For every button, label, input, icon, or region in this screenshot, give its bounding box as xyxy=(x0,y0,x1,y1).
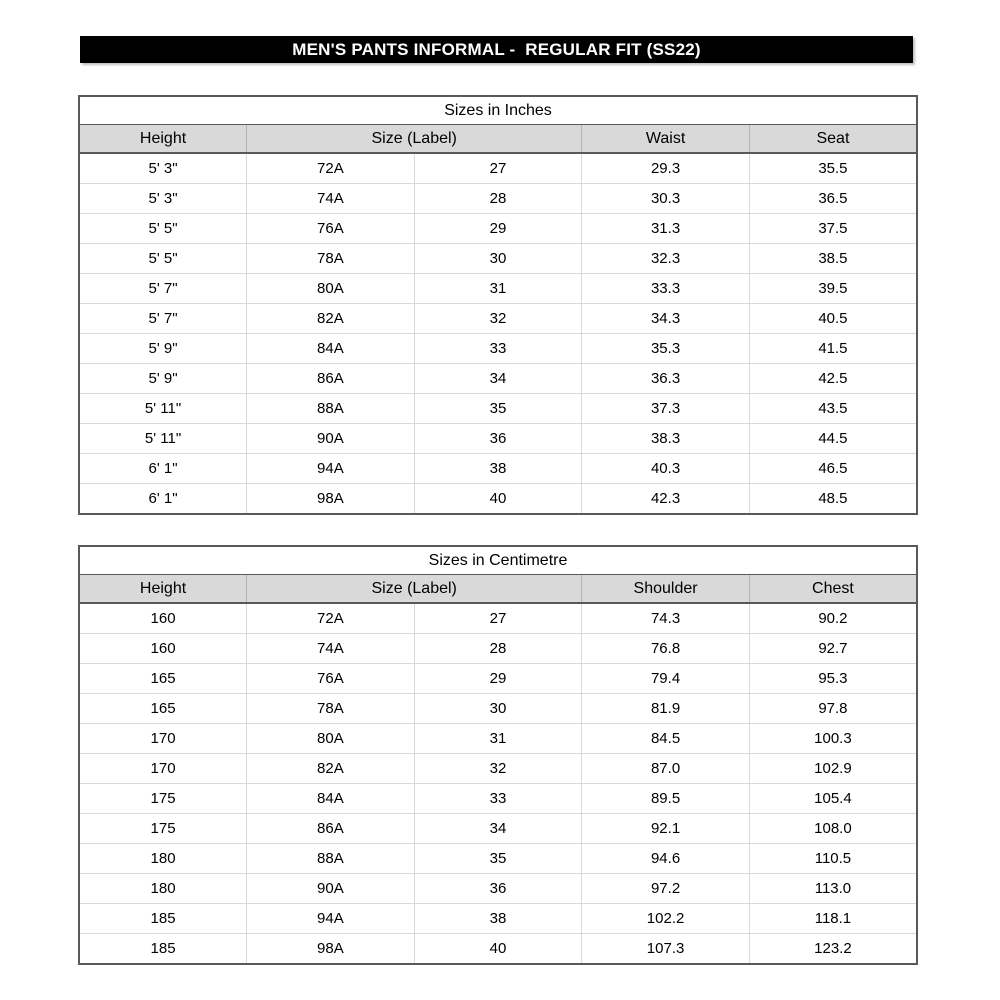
sizes-in-centimetre-table xyxy=(78,545,918,965)
table-cell: 6' 1" xyxy=(79,484,247,515)
table-cell: 74A xyxy=(247,184,415,214)
table-cell: 28 xyxy=(414,634,582,664)
table-cell: 94A xyxy=(247,454,415,484)
table-row xyxy=(79,814,917,844)
table-cell: 175 xyxy=(79,784,247,814)
column-header-chest: Chest xyxy=(749,575,917,604)
table-cell: 43.5 xyxy=(749,394,917,424)
table-cell: 6' 1" xyxy=(79,454,247,484)
table-cell: 180 xyxy=(79,874,247,904)
table-cell: 105.4 xyxy=(749,784,917,814)
table-cell: 5' 11" xyxy=(79,394,247,424)
table-cell: 30 xyxy=(414,694,582,724)
column-header-seat: Seat xyxy=(749,125,917,154)
table-cell: 84.5 xyxy=(582,724,750,754)
table-row xyxy=(79,304,917,334)
table-cell: 5' 9" xyxy=(79,364,247,394)
table-row xyxy=(79,424,917,454)
table-cell: 90A xyxy=(247,874,415,904)
table-cell: 108.0 xyxy=(749,814,917,844)
table-cell: 30.3 xyxy=(582,184,750,214)
table-cell: 102.9 xyxy=(749,754,917,784)
table-cell: 78A xyxy=(247,694,415,724)
table-cell: 113.0 xyxy=(749,874,917,904)
table-cell: 97.2 xyxy=(582,874,750,904)
table-cell: 175 xyxy=(79,814,247,844)
table-cell: 74A xyxy=(247,634,415,664)
table-cell: 170 xyxy=(79,754,247,784)
table-cell: 81.9 xyxy=(582,694,750,724)
table-cell: 98A xyxy=(247,934,415,965)
table-cell: 48.5 xyxy=(749,484,917,515)
table-row xyxy=(79,484,917,515)
table-cell: 102.2 xyxy=(582,904,750,934)
table-cell: 41.5 xyxy=(749,334,917,364)
table-row xyxy=(79,364,917,394)
table-cell: 36.5 xyxy=(749,184,917,214)
table-row xyxy=(79,754,917,784)
table-cell: 88A xyxy=(247,844,415,874)
table-row xyxy=(79,394,917,424)
table-cell: 79.4 xyxy=(582,664,750,694)
table-cell: 31 xyxy=(414,274,582,304)
table-cell: 86A xyxy=(247,364,415,394)
table-cell: 5' 5" xyxy=(79,244,247,274)
column-header-size-label: Size (Label) xyxy=(247,125,582,154)
table-cell: 36 xyxy=(414,874,582,904)
table-cell: 5' 7" xyxy=(79,274,247,304)
table-cell: 35 xyxy=(414,394,582,424)
table-row xyxy=(79,784,917,814)
table-cell: 123.2 xyxy=(749,934,917,965)
table-cell: 185 xyxy=(79,934,247,965)
table-cell: 80A xyxy=(247,274,415,304)
table-cell: 100.3 xyxy=(749,724,917,754)
table-cell: 32 xyxy=(414,304,582,334)
table-row xyxy=(79,694,917,724)
table-cell: 95.3 xyxy=(749,664,917,694)
table-cell: 107.3 xyxy=(582,934,750,965)
table-cell: 40 xyxy=(414,934,582,965)
table-cell: 89.5 xyxy=(582,784,750,814)
table-cell: 86A xyxy=(247,814,415,844)
table-cell: 5' 3" xyxy=(148,160,178,177)
table-cell: 34.3 xyxy=(582,304,750,334)
table-cell: 84A xyxy=(247,334,415,364)
table-cell: 27 xyxy=(414,153,582,184)
table-cell: 39.5 xyxy=(749,274,917,304)
table-cell: 36 xyxy=(414,424,582,454)
table-cell: 28 xyxy=(414,184,582,214)
column-header-shoulder: Shoulder xyxy=(582,575,750,604)
table-cell: 40.3 xyxy=(582,454,750,484)
table-cell: 35 xyxy=(414,844,582,874)
column-header-waist: Waist xyxy=(582,125,750,154)
table-row xyxy=(79,634,917,664)
table-cell: 32.3 xyxy=(582,244,750,274)
table-title-centimetre: Sizes in Centimetre xyxy=(79,546,917,575)
table-cell: 94.6 xyxy=(582,844,750,874)
table-cell: 32 xyxy=(414,754,582,784)
table-cell: 44.5 xyxy=(749,424,917,454)
sizes-in-inches-table xyxy=(78,95,918,515)
table-cell: 84A xyxy=(247,784,415,814)
table-cell: 29 xyxy=(414,664,582,694)
table-cell: 36.3 xyxy=(582,364,750,394)
table-cell: 5' 7" xyxy=(79,304,247,334)
table-cell: 33 xyxy=(414,784,582,814)
table-cell: 72A xyxy=(247,153,415,184)
table-cell: 35.3 xyxy=(582,334,750,364)
table-title-row xyxy=(79,546,917,575)
table-row xyxy=(79,664,917,694)
column-header-height: Height xyxy=(79,575,247,604)
inches-table-body xyxy=(79,153,917,514)
centimetre-table-body xyxy=(79,603,917,964)
table-cell: 40 xyxy=(414,484,582,515)
table-cell: 29.3 xyxy=(582,153,750,184)
table-row xyxy=(79,184,917,214)
table-cell: 42.5 xyxy=(749,364,917,394)
title-banner xyxy=(80,36,913,63)
table-header-row xyxy=(79,575,917,604)
column-header-height: Height xyxy=(79,125,247,154)
table-cell: 35.5 xyxy=(749,153,917,184)
table-title-row xyxy=(79,96,917,125)
table-row xyxy=(79,454,917,484)
table-cell: 5' 3" xyxy=(79,184,247,214)
table-row xyxy=(79,844,917,874)
table-cell: 110.5 xyxy=(749,844,917,874)
table-row xyxy=(79,904,917,934)
table-cell: 170 xyxy=(79,724,247,754)
table-header-row xyxy=(79,125,917,154)
table-cell: 72A xyxy=(247,603,415,634)
table-cell: 33.3 xyxy=(582,274,750,304)
table-cell: 165 xyxy=(79,664,247,694)
table-cell: 76.8 xyxy=(582,634,750,664)
table-cell: 82A xyxy=(247,754,415,784)
table-cell: 29 xyxy=(414,214,582,244)
table-cell: 98A xyxy=(247,484,415,515)
table-cell: 76A xyxy=(247,214,415,244)
table-cell: 30 xyxy=(414,244,582,274)
table-cell: 27 xyxy=(414,603,582,634)
table-cell: 80A xyxy=(247,724,415,754)
table-cell: 92.1 xyxy=(582,814,750,844)
table-cell: 38.5 xyxy=(749,244,917,274)
table-cell: 87.0 xyxy=(582,754,750,784)
table-cell: 37.3 xyxy=(582,394,750,424)
table-title-inches: Sizes in Inches xyxy=(79,96,917,125)
table-cell: 5' 5" xyxy=(79,214,247,244)
table-cell: 40.5 xyxy=(749,304,917,334)
table-cell: 78A xyxy=(247,244,415,274)
table-cell: 97.8 xyxy=(749,694,917,724)
table-cell: 38 xyxy=(414,904,582,934)
table-cell: 160 xyxy=(150,610,176,627)
table-cell: 46.5 xyxy=(749,454,917,484)
table-cell: 33 xyxy=(414,334,582,364)
table-cell: 5' 11" xyxy=(79,424,247,454)
table-cell: 185 xyxy=(79,904,247,934)
table-cell: 76A xyxy=(247,664,415,694)
table-cell: 82A xyxy=(247,304,415,334)
table-row xyxy=(79,874,917,904)
table-cell: 165 xyxy=(79,694,247,724)
table-row xyxy=(79,244,917,274)
table-cell: 31.3 xyxy=(582,214,750,244)
table-cell: 92.7 xyxy=(749,634,917,664)
table-cell: 160 xyxy=(79,634,247,664)
table-cell: 74.3 xyxy=(582,603,750,634)
table-row xyxy=(79,153,917,184)
title-banner-text: MEN'S PANTS INFORMAL - REGULAR FIT (SS22) xyxy=(292,39,701,59)
table-row xyxy=(79,934,917,965)
column-header-size-label: Size (Label) xyxy=(247,575,582,604)
table-cell: 38.3 xyxy=(582,424,750,454)
sizes-in-inches-section xyxy=(78,95,918,515)
table-cell: 180 xyxy=(79,844,247,874)
table-cell: 88A xyxy=(247,394,415,424)
table-row xyxy=(79,603,917,634)
table-cell: 34 xyxy=(414,814,582,844)
table-row xyxy=(79,214,917,244)
sizes-in-centimetre-section xyxy=(78,545,918,965)
table-cell: 94A xyxy=(247,904,415,934)
table-cell: 38 xyxy=(414,454,582,484)
table-cell: 31 xyxy=(414,724,582,754)
table-cell: 42.3 xyxy=(582,484,750,515)
table-cell: 90.2 xyxy=(749,603,917,634)
table-cell: 90A xyxy=(247,424,415,454)
table-row xyxy=(79,724,917,754)
table-cell: 118.1 xyxy=(749,904,917,934)
table-row xyxy=(79,274,917,304)
table-row xyxy=(79,334,917,364)
table-cell: 37.5 xyxy=(749,214,917,244)
table-cell: 5' 9" xyxy=(79,334,247,364)
table-cell: 34 xyxy=(414,364,582,394)
